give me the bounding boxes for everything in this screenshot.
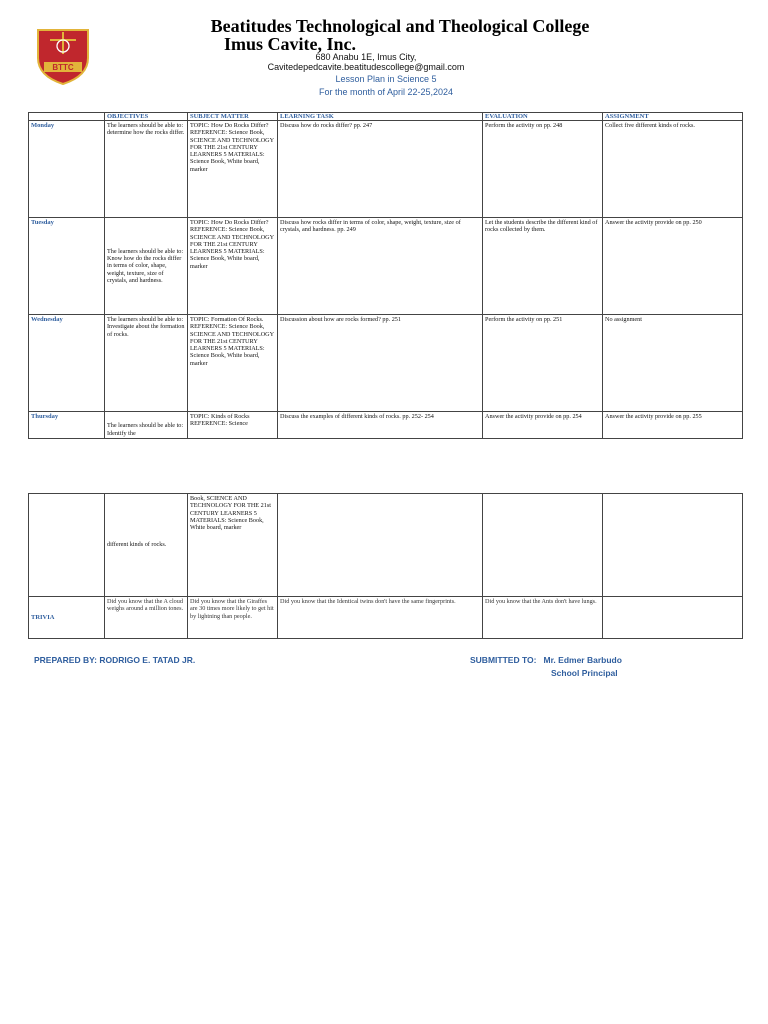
trivia-objectives: Did you know that the A cloud weighs around a million tones. xyxy=(105,597,188,639)
table-row-thursday-continued xyxy=(29,494,743,597)
col-header-evaluation: EVALUATION xyxy=(483,113,603,121)
col-header-day xyxy=(29,113,105,121)
principal-title: School Principal xyxy=(551,668,618,678)
objectives-cell: The learners should be able to: Investigate about the formation of rocks. xyxy=(105,315,188,412)
lesson-plan-table-continued xyxy=(28,493,743,639)
evaluation-cell: Perform the activity on pp. 248 xyxy=(483,121,603,218)
email: Cavitedepedcavite.beatitudescollege@gmail.com xyxy=(267,62,465,72)
evaluation-cell: Let the students describe the different kind of rocks collected by them. xyxy=(483,218,603,315)
trivia-evaluation: Did you know that the Ants don't have lungs. xyxy=(483,597,603,639)
day-cell: Tuesday xyxy=(29,218,105,315)
task-cell: Discussion about how are rocks formed? pp. 251 xyxy=(278,315,483,412)
day-cell: Thursday xyxy=(29,412,105,439)
table-row-tuesday xyxy=(29,218,743,315)
evaluation-cell xyxy=(483,494,603,597)
svg-text:BTTC: BTTC xyxy=(52,63,74,72)
subject-cell: TOPIC: Formation Of Rocks. REFERENCE: Science Book, SCIENCE AND TECHNOLOGY FOR THE 21st CENTURY LEARNERS 5 MATERIALS: Science Book, White board, marker xyxy=(188,315,278,412)
prepared-by: PREPARED BY: RODRIGO E. TATAD JR. xyxy=(34,655,196,665)
objectives-cell: The learners should be able to: determine how the rocks differ. xyxy=(105,121,188,218)
task-cell: Discuss how rocks differ in terms of color, shape, weight, texture, size of crystals, and hardness. pp. 249 xyxy=(278,218,483,315)
task-cell: Discuss the examples of different kinds of rocks. pp. 252- 254 xyxy=(278,412,483,439)
assignment-cell: Collect five different kinds of rocks. xyxy=(603,121,743,218)
college-logo xyxy=(34,24,92,86)
trivia-assignment xyxy=(603,597,743,639)
col-header-assignment: ASSIGNMENT xyxy=(603,113,743,121)
objectives-cell: The learners should be able to: Know how do the rocks differ in terms of color, shape, weight, texture, size of crystals, and hardness. xyxy=(105,218,188,315)
table-row-thursday xyxy=(29,412,743,439)
table-row-monday xyxy=(29,121,743,218)
plan-title: Lesson Plan in Science 5 xyxy=(335,74,437,84)
subject-cell: TOPIC: How Do Rocks Differ? REFERENCE: Science Book, SCIENCE AND TECHNOLOGY FOR THE 21st CENTURY LEARNERS 5 MATERIALS: Science Book, White board, marker xyxy=(188,218,278,315)
college-location: Imus Cavite, Inc. xyxy=(223,34,356,54)
assignment-cell: No assignment xyxy=(603,315,743,412)
evaluation-cell: Perform the activity on pp. 251 xyxy=(483,315,603,412)
college-name: Beatitudes Technological and Theological College xyxy=(210,16,590,36)
day-cell: Wednesday xyxy=(29,315,105,412)
header-row xyxy=(29,113,743,121)
table-row-trivia xyxy=(29,597,743,639)
subject-cell: TOPIC: Kinds of Rocks REFERENCE: Science xyxy=(188,412,278,439)
assignment-cell xyxy=(603,494,743,597)
table-row-wednesday xyxy=(29,315,743,412)
subject-cell: Book, SCIENCE AND TECHNOLOGY FOR THE 21st CENTURY LEARNERS 5 MATERIALS: Science Book, White board, marker xyxy=(188,494,278,597)
subject-cell: TOPIC: How Do Rocks Differ? REFERENCE: Science Book, SCIENCE AND TECHNOLOGY FOR THE 21st CENTURY LEARNERS 5 MATERIALS: Science Book, White board, marker xyxy=(188,121,278,218)
task-cell xyxy=(278,494,483,597)
assignment-cell: Answer the activity provide on pp. 255 xyxy=(603,412,743,439)
objectives-cell: The learners should be able to: Identify the xyxy=(105,412,188,439)
trivia-subject: Did you know that the Giraffes are 30 times more likely to get hit by lightning than people. xyxy=(188,597,278,639)
task-cell: Discuss how do rocks differ? pp. 247 xyxy=(278,121,483,218)
month-line: For the month of April 22-25,2024 xyxy=(318,87,454,97)
day-cell xyxy=(29,494,105,597)
day-cell: Monday xyxy=(29,121,105,218)
lesson-plan-table xyxy=(28,112,743,439)
col-header-objectives: OBJECTIVES xyxy=(105,113,188,121)
col-header-subject: SUBJECT MATTER xyxy=(188,113,278,121)
objectives-cell: different kinds of rocks. xyxy=(105,494,188,597)
evaluation-cell: Answer the activity provide on pp. 254 xyxy=(483,412,603,439)
submitted-to: SUBMITTED TO: Mr. Edmer Barbudo xyxy=(470,655,622,665)
trivia-label: TRIVIA xyxy=(29,597,105,639)
col-header-task: LEARNING TASK xyxy=(278,113,483,121)
assignment-cell: Answer the activity provide on pp. 250 xyxy=(603,218,743,315)
address: 680 Anabu 1E, Imus City, xyxy=(315,52,417,62)
trivia-task: Did you know that the Identical twins don't have the same fingerprints. xyxy=(278,597,483,639)
